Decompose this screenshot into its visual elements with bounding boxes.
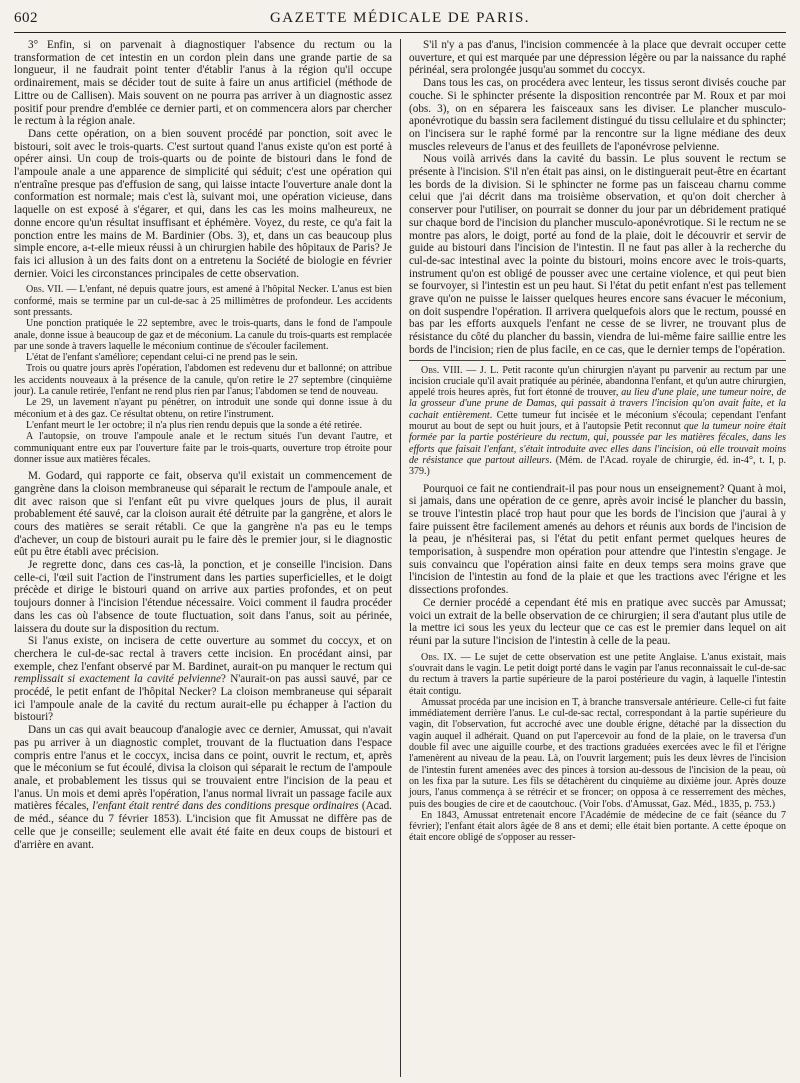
italic-run: que la tumeur noire était formée par la partie postérieure du rectum, qui, poussée par les matières fécales, dans les efforts que faisait l'enfant, s'était introduite avec elles dans l'incision, où elle trouvait moins de résistance que partout ailleurs (409, 421, 786, 466)
obs-paragraph: Amussat procéda par une incision en T, à branche transversale antérieure. Celle-ci fut faite immédiatement derrière l'anus. Le cul-de-sac rectal, correspondant à la partie supérieure du vagin, dit l'observation, fut accroché avec une double érigne, détaché par la dissection du vagin auquel il adhérait. Quand on put l'apercevoir au fond de la plaie, on le traversa d'un double fil avec une aiguille courbe, et des tractions graduées exercées avec le fil et l'érigne l'amenèrent au niveau de la peau. Là, on l'ouvrit largement; puis les deux lèvres de l'incision de l'intestin furent amenées avec des pinces à torsion au-dessous de l'incision de la peau, où on les fixa par la suture. Les fils se détachèrent du cinquième au dixième jour. Après douze jours, l'anus commença à se rétrécir et se froncer; on opposa à ce resserrement des mèches, puis des bougies de cire et de caoutchouc. (Voir l'obs. d'Amussat, Gaz. Méd., 1835, p. 753.) (409, 696, 786, 810)
divider (409, 360, 786, 361)
observation-9 (409, 652, 786, 844)
obs-paragraph (409, 652, 786, 697)
paragraph: Nous voilà arrivés dans la cavité du bassin. Le plus souvent le rectum se présente à l'incision. S'il n'en était pas ainsi, on le distinguerait peut-être en écartant les bords de la division. Si le sphincter ne forme pas un faisceau charnu comme celui que j'ai décrit dans ma troisième observation, et qu'on doit chercher à conserver pour l'utiliser, on pourrait se donner du jour par un débridement pratiqué sur chaque bord de l'incision du plancher musculo-aponévrotique. Si le rectum ne se montre pas alors, le doigt, porté au fond de la plaie, doit le découvrir et servir de guide au bistouri dans l'incision de l'intestin. Il ne faut pas aller à la recherche du cul-de-sac intestinal avec la pointe du bistouri, moins encore avec le trois-quarts, instrument qu'on est obligé de pousser avec une certaine violence, et qui peut bien se fourvoyer, si l'intestin est un peu haut. Si l'état du petit enfant n'est pas tellement grave qu'on ne puisse le laisser quelques heures encore sans évacuer le méconium, on doit suspendre l'opération. Il arrivera quelquefois alors que le rectum, poussé en bas par les efforts auxquels l'enfant ne cesse de se livrer, ne trouvant plus de résistance du côté du plancher du bassin, viendra de lui-même faire saillie entre les bords de l'incision; rien de plus facile, en ce cas, que le dernier temps de l'opération. (409, 153, 786, 356)
obs-text: . (Mém. de l'Acad. royale de chirurgie, éd. in-4°, t. I, p. 379.) (409, 454, 786, 478)
paragraph: Pourquoi ce fait ne contiendrait-il pas pour nous un enseignement? Quant à moi, si jamais, dans une opération de ce genre, après avoir incisé le plancher du bassin, se trouve l'intestin placé trop haut pour que les bords de l'incision que j'aurai à y faire puissent être facilement amenés au dehors et réunis aux bords de l'incision de la peau, je n'hésiterai pas, si l'état du petit enfant permet quelques heures de temporisation, à suspendre mon opération pour attendre que l'intestin s'engage. Je suis convaincu que l'opération ainsi faite en deux temps sera moins grave que l'incision de l'intestin au fond de la plaie et que les tractions avec l'érigne et les dissections profondes. (409, 482, 786, 597)
paragraph: Dans tous les cas, on procédera avec lenteur, les tissus seront divisés couche par couche. Si le sphincter présente la disposition rencontrée par M. Roux et par moi (obs. 3), on en séparera les faisceaux sans les diviser. Le plancher musculo-aponévrotique du bassin sera facilement distingué du tissu cellulaire et du sphincter; on l'incisera sur le raphé formé par la rencontre sur la ligne médiane des deux muscles releveurs de l'anus et des feuillets de l'aponévrose pelvienne. (409, 77, 786, 153)
obs-paragraph: L'état de l'enfant s'améliore; cependant celui-ci ne prend pas le sein. (26, 352, 298, 364)
text-run: Dans un cas qui avait beaucoup d'analogie avec ce dernier, Amussat, qui n'avait pas pu arriver à un diagnostic complet, trouvant de la fluctuation dans l'espace compris entre l'anus et le coccyx, incisa dans ce point, ouvrit le rectum, et, après que le méconium se fut écoulé, divisa la cloison qui séparait le rectum de l'ampoule anale, et probablement les tissus qui se trouvaient entre l'incision de la peau et l'anus. Un mois et demi après l'opération, l'anus normal livrait un passage facile aux matières fécales, (14, 724, 392, 813)
text-run: (Acad. de méd., séance du 7 février 1853). L'incision que fit Amussat ne diffère pas de celle que je conseille; seulement elle avait été faite en deux coups de bistouri et d'arrière en avant. (14, 800, 392, 851)
right-column (400, 39, 786, 1077)
obs-paragraph: En 1843, Amussat entretenait encore l'Académie de médecine de ce fait (séance du 7 février); l'enfant était alors âgée de 8 ans et demi; elle était bien portante. A cette époque on était encore obligé de s'opposer au resser- (409, 809, 786, 844)
paragraph: S'il n'y a pas d'anus, l'incision commencée à la place que devrait occuper cette ouverture, et qui est marquée par une dépression légère ou par la naissance du raphé périnéal, sera prolongée jusqu'au sommet du coccyx. (409, 39, 786, 77)
observation-8 (409, 365, 786, 478)
obs-paragraph (409, 365, 786, 478)
obs-heading: Obs. VII. (26, 284, 64, 296)
journal-title: GAZETTE MÉDICALE DE PARIS. (269, 10, 531, 26)
columns (14, 39, 786, 1077)
obs-heading: Obs. VIII. (421, 364, 463, 376)
obs-heading: Obs. IX. (421, 651, 457, 663)
italic-run: au lieu d'une plaie, une tumeur noire, de la grosseur d'une prune de Damas, qui passait à travers l'incision qu'on avait faite, et la cachait entièrement (409, 387, 786, 421)
obs-paragraph: Le 29, un lavement n'ayant pu pénétrer, on introduit une sonde qui donne issue à du méconium et à des gaz. Ce résultat obtenu, on retire l'instrument. (14, 397, 392, 420)
obs-text: — L'enfant, né depuis quatre jours, est amené à l'hôpital Necker. L'anus est bien conformé, mais se termine par un cul-de-sac à 25 millimètres de profondeur. Les accidents sont pressants. (14, 284, 392, 318)
observation-7 (14, 284, 392, 465)
obs-paragraph: A l'autopsie, on trouve l'ampoule anale et le rectum situés l'un devant l'autre, et communiquant entre eux par l'ouverture faite par le trois-quarts, ouverture trop étroite pour donner issue aux matières fécales. (14, 431, 392, 465)
paragraph (14, 635, 392, 724)
obs-text: . Cette tumeur fut incisée et le méconium s'écoula; cependant l'enfant mourut au bout de sept ou huit jours, et à l'autopsie Petit reconnut (409, 409, 786, 433)
left-column (14, 39, 400, 1077)
obs-paragraph (14, 284, 392, 318)
italic-run: remplissait si exactement la cavité pelvienne (14, 673, 221, 686)
paragraph: 3° Enfin, si on parvenait à diagnostiquer l'absence du rectum ou la transformation de cet intestin en un cordon plein dans une grande partie de sa longueur, il ne faudrait point tenter d'établir l'anus à la région qu'il occupe ordinairement, mais se décider tout de suite à faire un anus artificiel (méthode de Littre ou de Callisen). Mais souvent on ne pourra pas arriver à un diagnostic assez positif pour prendre d'emblée ce dernier parti, et on commencera alors par chercher le rectum à la région anale. (14, 39, 392, 128)
obs-text: — Le sujet de cette observation est une petite Anglaise. L'anus existait, mais s'ouvrait dans le vagin. Le petit doigt porté dans le vagin par l'anus reconnaissait le cul-de-sac du rectum à travers la partie supérieure de la paroi postérieure du vagin, à laquelle l'intestin était contigu. (409, 651, 786, 697)
obs-text: — J. L. Petit raconte qu'un chirurgien n'ayant pu parvenir au rectum par une incision cruciale qu'il avait pratiquée au périnée, abandonna l'enfant, et qu'un autre chirurgien, appelé trois heures après, fut fort étonné de trouver, (409, 364, 786, 399)
paragraph (14, 724, 392, 851)
paragraph: Dans cette opération, on a bien souvent procédé par ponction, soit avec le bistouri, soit avec le trois-quarts. C'est surtout quand l'anus existe qu'on est porté à opérer ainsi. Un coup de trois-quarts ou de pointe de bistouri dans le fond de l'ampoule anale a une apparence de simplicité qui séduit; c'est une opération qui n'entraîne presque pas d'effusion de sang, qui laisse intacte l'ouverture anale dont la conformation est normale; mais c'est là, suivant moi, une opération vicieuse, dans laquelle on est exposé à s'égarer, et qui, dans les cas les moins malheureux, ne donne encore qu'un résultat insuffisant et éphémère. Voyez, du reste, ce qu'a fait la ponction entre les mains de M. Bardinier (Obs. 3), et, dans un cas beaucoup plus simple encore, a-t-elle mieux réussi à un chirurgien habile des hôpitaux de Paris? Je fais ici allusion à un des faits dont on a entretenu la Société de biologie en février dernier. Voici les circonstances principales de cette observation. (14, 127, 392, 280)
obs-paragraph: Trois ou quatre jours après l'opération, l'abdomen est redevenu dur et ballonné; on attribue les accidents nouveaux à la présence de la canule, qu'on retire le 27 septembre (cinquième jour). La canule retirée, l'enfant ne rend plus rien par l'anus; l'abdomen se tend de nouveau. (14, 363, 392, 398)
obs-paragraph: L'enfant meurt le 1er octobre; il n'a plus rien rendu depuis que la sonde a été retirée. (26, 419, 362, 431)
paragraph: Je regrette donc, dans ces cas-là, la ponction, et je conseille l'incision. Dans celle-ci, l'œil suit l'action de l'instrument dans les parties superficielles, et le doigt précède et dirige le bistouri quand on arrive aux parties profondes, et on peut toujours donner à l'incision l'étendue nécessaire. Voici comment il faudra procéder dans les cas où l'absence de toute fluctuation, soit dans l'anus, soit au périnée, laissera du doute sur la disposition du rectum. (14, 559, 392, 635)
paragraph: Ce dernier procédé a cependant été mis en pratique avec succès par Amussat; voici un extrait de la belle observation de ce chirurgien; il sera d'autant plus utile de la mettre ici sous les yeux du lecteur que ce cas est le premier dans lequel on ait réuni par la suture l'incision de l'intestin à celle de la peau. (409, 596, 786, 647)
text-run: ? N'aurait-on pas aussi sauvé, par ce procédé, le petit enfant de l'hôpital Necker? La cloison membraneuse qui séparait ici l'ampoule anale de la cavité du rectum aurait-elle pu échapper à l'action du bistouri? (14, 673, 393, 724)
page-header (14, 8, 786, 33)
obs-paragraph: Une ponction pratiquée le 22 septembre, avec le trois-quarts, dans le fond de l'ampoule anale, donne issue à beaucoup de gaz et de méconium. La canule du trois-quarts est remplacée par une sonde à travers laquelle le méconium continue de s'écouler facilement. (14, 318, 392, 352)
page-number: 602 (14, 10, 38, 26)
text-run: Si l'anus existe, on incisera de cette ouverture au sommet du coccyx, et on cherchera le cul-de-sac rectal à travers cette incision. En procédant ainsi, par exemple, chez l'enfant observé par M. Bardinet, aurait-on pu manquer le rectum qui (14, 635, 392, 673)
paragraph: M. Godard, qui rapporte ce fait, observa qu'il existait un commencement de gangrène dans la cloison membraneuse qui séparait le rectum de l'ampoule anale, et dit avec raison que si l'enfant eût pu vivre quelques jours de plus, il aurait probablement été sauvé, car la cloison aurait été détruite par la gangrène, et alors le cours des matières se serait rétabli. Ce que la gangrène n'a pas eu le temps d'achever, un coup de bistouri aurait pu le faire dès le premier jour, si le diagnostic eût pu être établi avec précision. (14, 470, 392, 559)
italic-run: l'enfant était rentré dans des conditions presque ordinaires (92, 800, 359, 813)
